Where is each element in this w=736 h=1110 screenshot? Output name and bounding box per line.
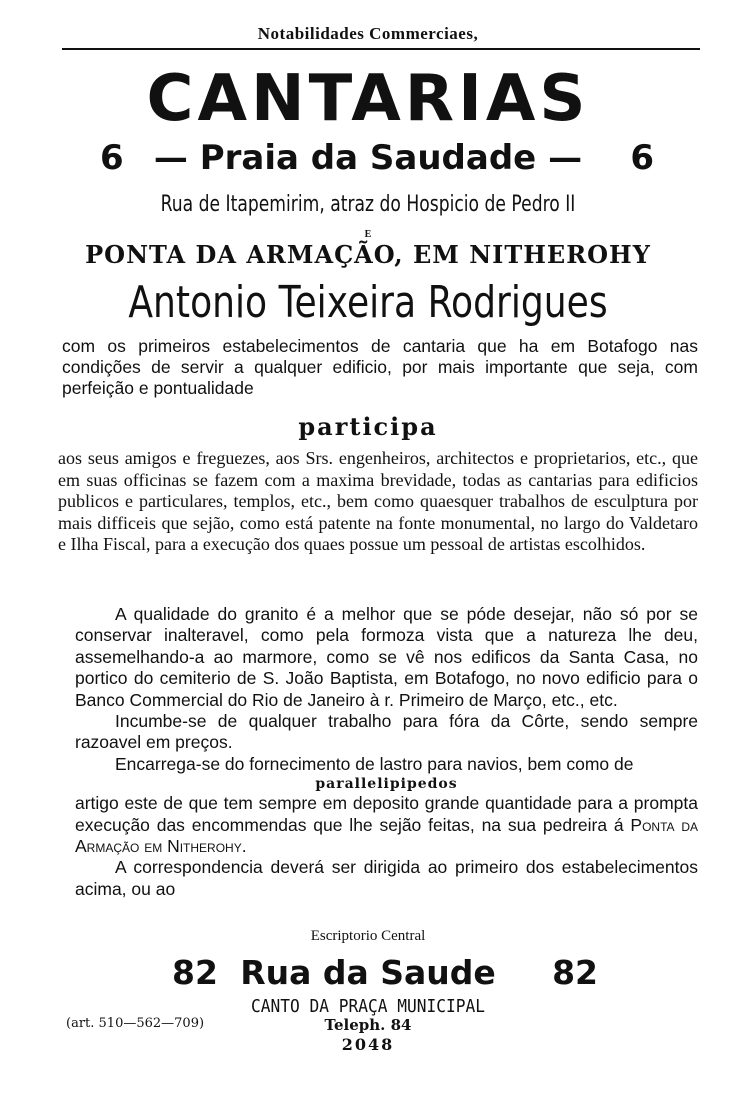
address-line bbox=[0, 950, 736, 996]
address-street: Rua da Saude bbox=[240, 953, 496, 992]
body-text-1: aos seus amigos e freguezes, aos Srs. engenheiros, architectos e proprietarios, etc., que em suas officinas se fazem com a maxima brevidade, todas as cantarias para edificios publicos e particulares, templos, etc., bem como quaesquer trabalhos de esculptura por mais difficeis que sejão, como está patente na fonte monumental, no largo do Valdetaro e Ilha Fiscal, para a execução dos quaes possue um pessoal de artistas escolhidos. bbox=[58, 448, 698, 555]
body-text-2: A qualidade do granito é a melhor que se póde desejar, não só por se conservar inalteravel, como pela formoza vista que a natureza lhe deu, assemelhando-a ao marmore, como se vê nos edificos da Santa Casa, no portico do cemiterio de S. João Baptista, em Botafogo, no novo edificio para o Banco Commercial do Rio de Janeiro à r. Primeiro de Março, etc., etc. bbox=[75, 604, 698, 710]
subtitle-number-right: 6 bbox=[630, 138, 654, 178]
body-text-3: Incumbe-se de qualquer trabalho para fóra da Côrte, sendo sempre razoavel em preços. bbox=[75, 711, 698, 753]
body-text-5 bbox=[75, 793, 698, 857]
address-number-right: 82 bbox=[552, 953, 598, 992]
page-header: Notabilidades Commerciaes, bbox=[257, 24, 479, 43]
ponta-line: PONTA DA ARMAÇÃO, EM NITHEROHY bbox=[85, 240, 651, 269]
telephone: Teleph. 84 bbox=[324, 1016, 412, 1034]
parallelipipedos-heading: parallelipipedos bbox=[315, 776, 458, 793]
header-rule bbox=[62, 48, 700, 50]
ad-title: CANTARIAS bbox=[146, 62, 590, 136]
ad-code: 2048 bbox=[341, 1035, 395, 1054]
subtitle-text: — Praia da Saudade — bbox=[153, 138, 583, 178]
canto-line: CANTO DA PRAÇA MUNICIPAL bbox=[250, 996, 486, 1017]
body-text-4: Encarrega-se do fornecimento de lastro para navios, bem como de bbox=[115, 753, 634, 774]
ad-subtitle bbox=[0, 135, 736, 181]
address-number-left: 82 bbox=[172, 953, 218, 992]
intro-paragraph: com os primeiros estabelecimentos de cantaria que ha em Botafogo nas condições de servir a qualquer edificio, por mais importante que seja, com perfeição e pontualidade bbox=[62, 336, 698, 398]
conjunction: E bbox=[364, 229, 372, 240]
body-section-2 bbox=[75, 604, 698, 900]
proprietor-name: Antonio Teixeira Rodrigues bbox=[128, 277, 608, 328]
body-paragraph-1 bbox=[58, 448, 698, 556]
escriptorio-label: Escriptorio Central bbox=[310, 928, 426, 944]
body-text-5-place: Ponta da Armação em Nitherohy. bbox=[75, 814, 698, 857]
art-reference: (art. 510—562—709) bbox=[66, 1016, 205, 1031]
body-text-5-main: artigo este de que tem sempre em deposito grande quantidade para a prompta execução das encommendas que lhe sejão feitas, na sua pedreira á bbox=[75, 793, 698, 835]
body-text-6: A correspondencia deverá ser dirigida ao primeiro dos estabelecimentos acima, ou ao bbox=[75, 857, 698, 899]
participa-heading: participa bbox=[298, 412, 438, 441]
subtitle-number-left: 6 bbox=[100, 138, 124, 178]
street-line: Rua de Itapemirim, atraz do Hospicio de Pedro II bbox=[160, 192, 576, 217]
